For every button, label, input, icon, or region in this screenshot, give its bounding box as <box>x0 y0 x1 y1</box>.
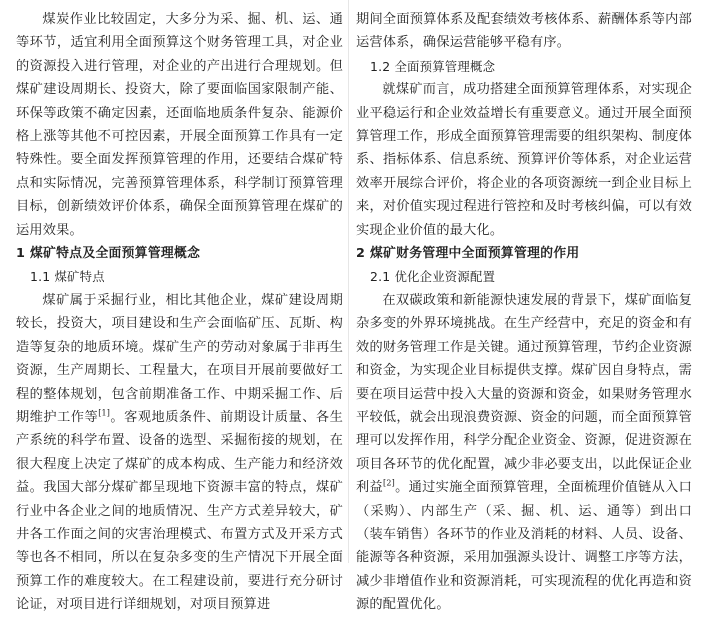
subsection-1-1-heading: 1.1 煤矿特点 <box>30 269 105 285</box>
paragraph-text: 。客观地质条件、前期设计质量、各生产系统的科学布置、设备的选型、采掘衔接的规划，在很大程度上决定了煤矿的成本构成、生产能力和经济效益。我国大部分煤矿都呈现地下资源丰富的特点，煤矿行业中各企业之间的地质情况、生产方式差异较大，矿井各工作面之间的灾害治理模式、布置方式及开采方式等也各不相同，所以在复杂多变的生产情况下开展全面预算工作的难度较大。在工程建设前，要进行充分研讨论证，对项目进行详细规划，对项目预算进 <box>16 409 343 613</box>
column-divider <box>348 0 349 563</box>
intro-paragraph: 煤炭作业比较固定，大多分为采、掘、机、运、通等环节，适宜利用全面预算这个财务管理工具，对企业的资源投入进行管理，对企业的产出进行合理规划。但煤矿建设周期长、投资大，除了要面临国家限制产能、环保等政策不确定因素，还面临地质条件复杂、能源价格上涨等其他不可控因素，开展全面预算工作具有一定特殊性。要全面发挥预算管理的作用，还要结合煤矿特点和实际情况，完善预算管理体系，科学制订预算管理目标，创新绩效评价体系，确保全面预算管理在煤矿的运用效果。 <box>16 12 343 238</box>
subsection-2-1-heading: 2.1 优化企业资源配置 <box>370 269 496 285</box>
subsection-2-1-paragraph <box>356 289 692 617</box>
section-1-heading: 1 煤矿特点及全面预算管理概念 <box>16 246 201 262</box>
paragraph-text: 在双碳政策和新能源快速发展的背景下，煤矿面临复杂多变的外界环境挑战。在生产经营中，充足的资金和有效的财务管理工作是关键。通过预算管理，节约企业资源和资金，为实现企业目标提供支撑。煤矿因自身特点，需要在项目运营中投入大量的资源和资金，如果财务管理水平较低，就会出现浪费资源、资金的问题，而全面预算管理可以发挥作用，科学分配企业资金、资源，促进资源在项目各环节的优化配置，减少非必要支出，以此保证企业利益 <box>356 292 692 496</box>
paragraph-text: 煤矿属于采掘行业，相比其他企业，煤矿建设周期较长，投资大，项目建设和生产会面临矿压、瓦斯、构造等复杂的地质环境。煤矿生产的劳动对象属于非再生资源，生产周期长、工程量大，在项目开展前要做好工程的整体规划，包含前期准备工作、中期采掘工作、后期维护工作等 <box>16 292 343 425</box>
citation-1: [1] <box>98 408 111 418</box>
subsection-1-2-heading: 1.2 全面预算管理概念 <box>370 58 496 74</box>
left-column <box>16 8 343 617</box>
subsection-1-2-paragraph: 就煤矿而言，成功搭建全面预算管理体系，对实现企业平稳运行和企业效益增长有重要意义。通过开展全面预算管理工作，形成全面预算管理需要的组织架构、制度体系、指标体系、信息系统、预算评价等体系，对企业运营效率开展综合评价，将企业的各项资源统一到企业目标上来，对价值实现过程进行管控和及时考核纠偏，可以有效实现企业价值的最大化。 <box>356 82 692 238</box>
subsection-1-1-paragraph <box>16 289 343 617</box>
section-2-heading: 2 煤矿财务管理中全面预算管理的作用 <box>356 246 580 262</box>
citation-2: [2] <box>383 478 395 488</box>
right-column <box>356 8 692 617</box>
paragraph-text: 。通过实施全面预算管理，全面梳理价值链从入口（采购）、内部生产（采、掘、机、运、通等）到出口（装车销售）各环节的作业及消耗的材料、人员、设备、能源等各种资源，采用加强源头设计、调整工序等方法，减少非增值作业和资源消耗，可实现流程的优化再造和资源的配置优化。 <box>356 480 692 613</box>
continued-paragraph: 期间全面预算体系及配套绩效考核体系、薪酬体系等内部运营体系，确保运营能够平稳有序。 <box>356 12 692 51</box>
